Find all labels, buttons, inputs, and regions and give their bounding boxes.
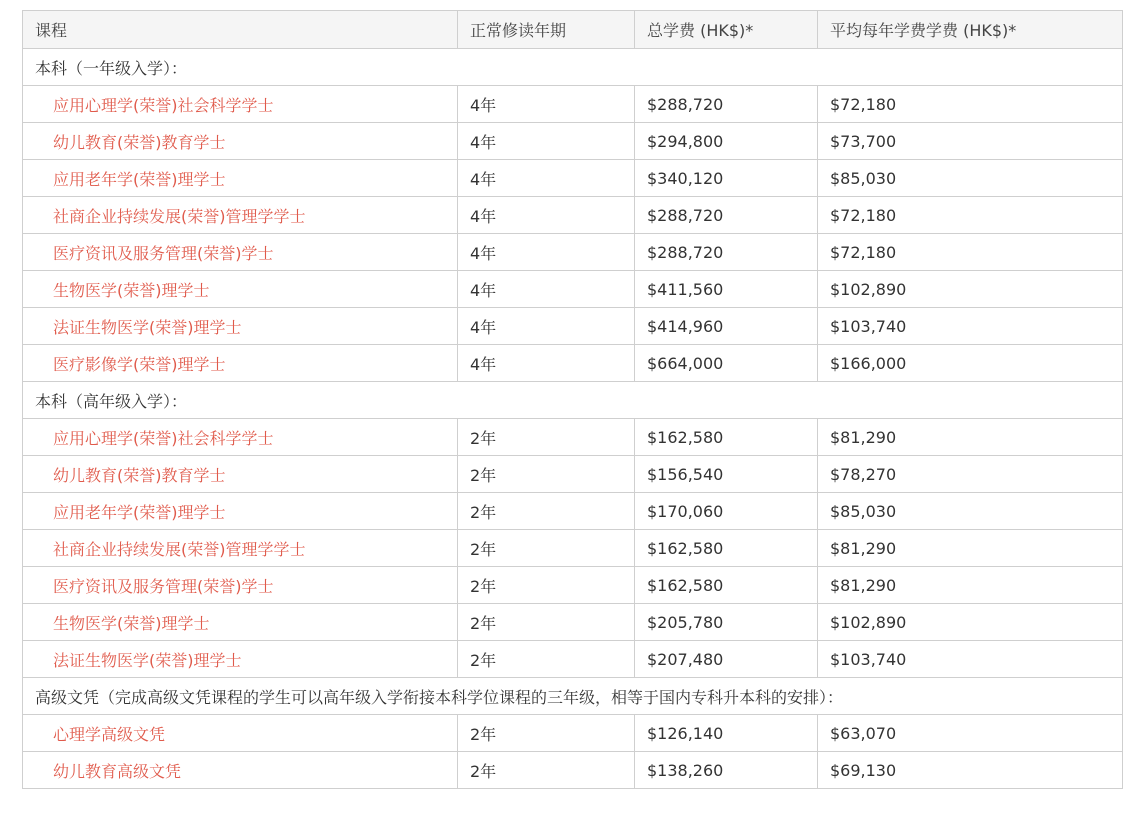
table-row [23,641,1123,678]
years-cell: 4年 [458,160,635,197]
course-cell [23,123,458,160]
years-cell: 2年 [458,456,635,493]
total-fee-cell: $207,480 [635,641,818,678]
course-cell [23,234,458,271]
table-row [23,345,1123,382]
group-title: 高级文凭（完成高级文凭课程的学生可以高年级入学衔接本科学位课程的三年级，相等于国内专科升本科的安排）： [23,678,1123,715]
course-link[interactable]: 法证生物医学(荣誉)理学士 [53,317,242,337]
course-cell [23,419,458,456]
course-link[interactable]: 幼儿教育高级文凭 [53,761,182,781]
avg-fee-cell: $69,130 [818,752,1123,789]
course-link[interactable]: 社商企业持续发展(荣誉)管理学学士 [53,206,306,226]
table-row [23,567,1123,604]
table-row [23,308,1123,345]
years-cell: 2年 [458,567,635,604]
avg-fee-cell: $103,740 [818,308,1123,345]
avg-fee-cell: $63,070 [818,715,1123,752]
course-cell [23,752,458,789]
course-link[interactable]: 社商企业持续发展(荣誉)管理学学士 [53,539,306,559]
course-cell [23,530,458,567]
total-fee-cell: $162,580 [635,567,818,604]
total-fee-cell: $205,780 [635,604,818,641]
course-link[interactable]: 医疗影像学(荣誉)理学士 [53,354,226,374]
avg-fee-cell: $166,000 [818,345,1123,382]
years-cell: 4年 [458,345,635,382]
course-link[interactable]: 医疗资讯及服务管理(荣誉)学士 [53,576,274,596]
total-fee-cell: $294,800 [635,123,818,160]
fee-table [22,10,1123,789]
header-years: 正常修读年期 [458,11,635,49]
total-fee-cell: $288,720 [635,86,818,123]
fee-table-body [23,49,1123,789]
course-link[interactable]: 应用心理学(荣誉)社会科学学士 [53,428,274,448]
course-cell [23,345,458,382]
table-row [23,419,1123,456]
header-course: 课程 [23,11,458,49]
course-cell [23,456,458,493]
course-link[interactable]: 医疗资讯及服务管理(荣誉)学士 [53,243,274,263]
avg-fee-cell: $81,290 [818,530,1123,567]
course-cell [23,715,458,752]
table-row [23,197,1123,234]
course-link[interactable]: 幼儿教育(荣誉)教育学士 [53,132,226,152]
table-row [23,86,1123,123]
table-row [23,271,1123,308]
group-header-row [23,49,1123,86]
group-title: 本科（一年级入学）： [23,49,1123,86]
years-cell: 4年 [458,308,635,345]
avg-fee-cell: $81,290 [818,567,1123,604]
table-row [23,456,1123,493]
avg-fee-cell: $102,890 [818,271,1123,308]
course-link[interactable]: 幼儿教育(荣誉)教育学士 [53,465,226,485]
total-fee-cell: $340,120 [635,160,818,197]
group-header-row [23,678,1123,715]
total-fee-cell: $162,580 [635,530,818,567]
avg-fee-cell: $78,270 [818,456,1123,493]
table-row [23,493,1123,530]
table-row [23,752,1123,789]
course-link[interactable]: 应用心理学(荣誉)社会科学学士 [53,95,274,115]
avg-fee-cell: $85,030 [818,160,1123,197]
avg-fee-cell: $81,290 [818,419,1123,456]
avg-fee-cell: $72,180 [818,86,1123,123]
total-fee-cell: $126,140 [635,715,818,752]
course-cell [23,641,458,678]
table-row [23,234,1123,271]
header-row [23,11,1123,49]
years-cell: 4年 [458,123,635,160]
table-row [23,160,1123,197]
course-link[interactable]: 应用老年学(荣誉)理学士 [53,169,226,189]
years-cell: 4年 [458,234,635,271]
course-cell [23,271,458,308]
table-row [23,604,1123,641]
course-link[interactable]: 法证生物医学(荣誉)理学士 [53,650,242,670]
years-cell: 4年 [458,271,635,308]
avg-fee-cell: $102,890 [818,604,1123,641]
total-fee-cell: $288,720 [635,197,818,234]
avg-fee-cell: $72,180 [818,197,1123,234]
avg-fee-cell: $85,030 [818,493,1123,530]
total-fee-cell: $156,540 [635,456,818,493]
years-cell: 4年 [458,86,635,123]
course-cell [23,493,458,530]
header-avg-fee: 平均每年学费学费 (HK$)* [818,11,1123,49]
total-fee-cell: $162,580 [635,419,818,456]
years-cell: 2年 [458,752,635,789]
fee-table-container [22,10,1122,789]
years-cell: 4年 [458,197,635,234]
years-cell: 2年 [458,604,635,641]
course-link[interactable]: 生物医学(荣誉)理学士 [53,613,210,633]
avg-fee-cell: $73,700 [818,123,1123,160]
years-cell: 2年 [458,419,635,456]
years-cell: 2年 [458,530,635,567]
header-total-fee: 总学费 (HK$)* [635,11,818,49]
avg-fee-cell: $103,740 [818,641,1123,678]
course-cell [23,160,458,197]
years-cell: 2年 [458,715,635,752]
course-link[interactable]: 生物医学(荣誉)理学士 [53,280,210,300]
years-cell: 2年 [458,641,635,678]
group-title: 本科（高年级入学）： [23,382,1123,419]
total-fee-cell: $288,720 [635,234,818,271]
group-header-row [23,382,1123,419]
total-fee-cell: $664,000 [635,345,818,382]
table-row [23,715,1123,752]
total-fee-cell: $170,060 [635,493,818,530]
total-fee-cell: $414,960 [635,308,818,345]
years-cell: 2年 [458,493,635,530]
course-cell [23,86,458,123]
course-cell [23,197,458,234]
avg-fee-cell: $72,180 [818,234,1123,271]
table-row [23,530,1123,567]
table-row [23,123,1123,160]
course-cell [23,567,458,604]
total-fee-cell: $138,260 [635,752,818,789]
course-cell [23,604,458,641]
course-cell [23,308,458,345]
course-link[interactable]: 心理学高级文凭 [53,724,166,744]
course-link[interactable]: 应用老年学(荣誉)理学士 [53,502,226,522]
total-fee-cell: $411,560 [635,271,818,308]
